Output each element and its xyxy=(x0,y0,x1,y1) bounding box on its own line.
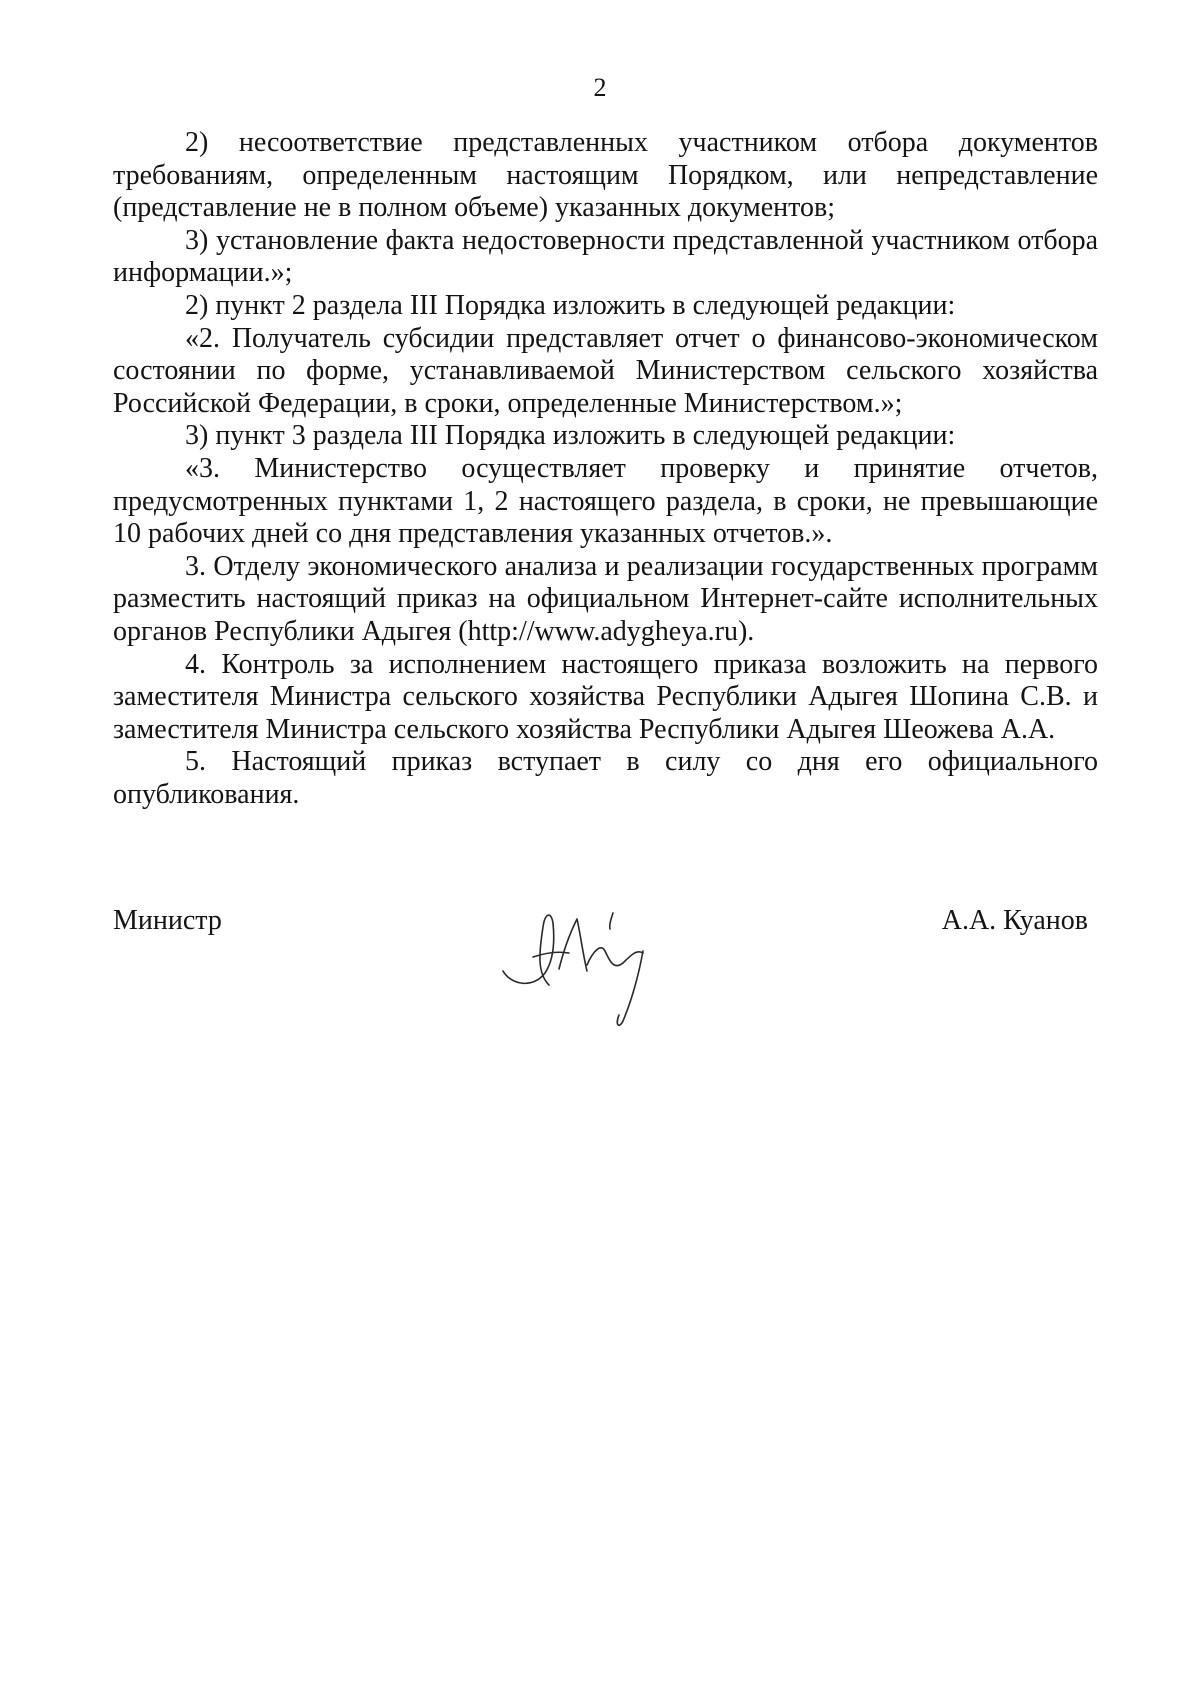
paragraph-2: 3) установление факта недостоверности представленной участником отбора информации.»; xyxy=(113,224,1098,289)
paragraph-8: 4. Контроль за исполнением настоящего приказа возложить на первого заместителя Министра сельского хозяйства Республики Адыгея Шопина С.В. и заместителя Министра сельского хозяйства Республики Адыгея Шеожева А.А. xyxy=(113,648,1098,745)
paragraph-9: 5. Настоящий приказ вступает в силу со дня его официального опубликования. xyxy=(113,746,1098,810)
paragraph-7: 3. Отделу экономического анализа и реализации государственных программ разместить настоящий приказ на официальном Интернет-сайте исполнительных органов Республики Адыгея (http://www.adygheya.ru). xyxy=(113,550,1098,647)
handwritten-signature xyxy=(493,893,683,1033)
signatory-role: Министр xyxy=(113,905,222,936)
paragraph-3: 2) пункт 2 раздела III Порядка изложить в следующей редакции: xyxy=(185,289,956,321)
signatory-name: А.А. Куанов xyxy=(941,905,1088,936)
document-body xyxy=(113,127,1098,811)
signature-block xyxy=(113,905,1098,1045)
paragraph-5: 3) пункт 3 раздела III Порядка изложить в следующей редакции: xyxy=(185,420,956,452)
page-number: 2 xyxy=(593,73,607,102)
paragraph-1: 2) несоответствие представленных участником отбора документов требованиям, определенным настоящим Порядком, или непредставление (представление не в полном объеме) указанных документов; xyxy=(113,127,1098,224)
paragraph-6: «3. Министерство осуществляет проверку и принятие отчетов, предусмотренных пунктами 1, 2 настоящего раздела, в сроки, не превышающие 10 рабочих дней со дня представления указанных отчетов.». xyxy=(113,452,1098,550)
paragraph-4: «2. Получатель субсидии представляет отчет о финансово-экономическом состоянии по форме, устанавливаемой Министерством сельского хозяйства Российской Федерации, в сроки, определенные Министерством.»; xyxy=(113,322,1098,419)
